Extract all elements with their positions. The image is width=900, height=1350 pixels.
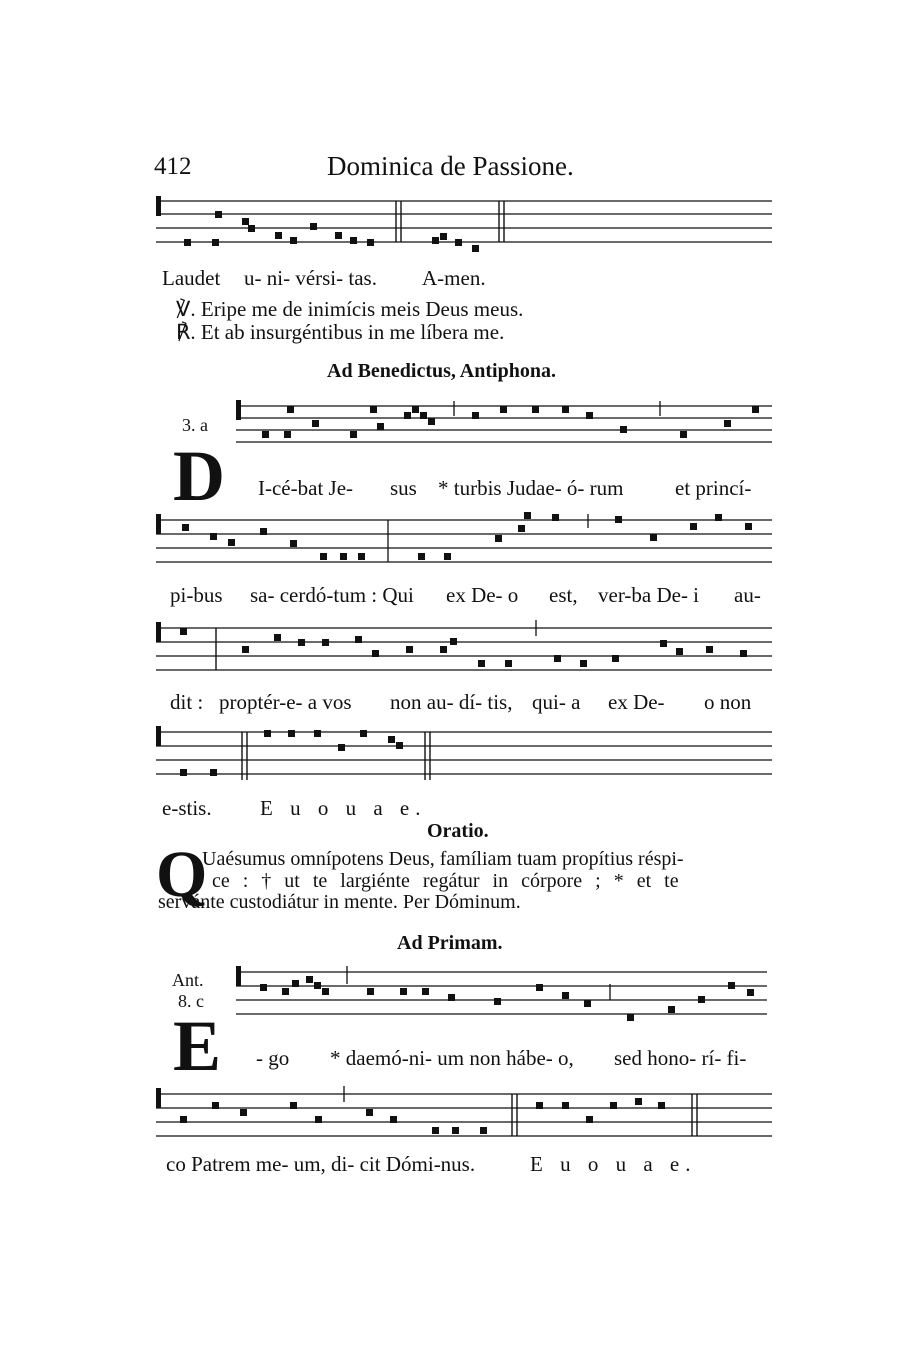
page-title: Dominica de Passione. <box>327 151 574 181</box>
lyric: sus <box>390 476 417 500</box>
drop-cap: Q <box>156 838 208 911</box>
lyric: Laudet <box>162 266 221 290</box>
lyric: qui- a <box>532 690 581 714</box>
lyric: I-cé-bat Je- <box>258 476 354 500</box>
prayer-line: Uaésumus omnípotens Deus, famíliam tuam propítius réspi- <box>202 848 684 870</box>
chant-staff-2 <box>232 398 777 448</box>
lyric: * turbis Judae- ó- rum <box>438 476 624 500</box>
lyric: et princí- <box>675 476 752 500</box>
mode-label: 3. a <box>182 415 208 435</box>
chant-staff-6 <box>232 964 772 1034</box>
section-heading: Ad Benedictus, Antiphona. <box>327 360 556 382</box>
prayer-line: ce : † ut te largiénte regátur in córpore ; * et te <box>212 870 679 892</box>
lyric: pi-bus <box>170 583 223 607</box>
chant-staff-3 <box>150 506 775 572</box>
drop-cap: D <box>173 436 225 516</box>
lyric: est, <box>549 583 578 607</box>
lyric: co Patrem me- um, di- cit Dómi-nus. <box>166 1152 476 1176</box>
chant-staff-7 <box>150 1082 775 1148</box>
lyric: sa- cerdó-tum : Qui <box>250 583 414 607</box>
versicle: ℣. Eripe me de inimícis meis Deus meus. <box>176 297 524 321</box>
lyric: non au- dí- tis, <box>390 690 513 714</box>
section-heading: Oratio. <box>427 820 489 842</box>
lyric: - go <box>256 1046 290 1070</box>
lyric: sed hono- rí- fi- <box>614 1046 747 1070</box>
lyric: ver-ba De- i <box>598 583 700 607</box>
chant-staff-1 <box>150 190 775 260</box>
lyric: dit : <box>170 690 204 714</box>
lyric: E u o u a e. <box>260 796 427 820</box>
section-heading: Ad Primam. <box>397 932 503 954</box>
lyric: ex De- <box>608 690 665 714</box>
response: ℟. Et ab insurgéntibus in me líbera me. <box>176 320 505 344</box>
lyric: e-stis. <box>162 796 212 820</box>
lyric: * daemó-ni- um non hábe- o, <box>330 1046 574 1070</box>
antiphon-label: Ant. <box>172 970 204 990</box>
lyric: A-men. <box>422 266 486 290</box>
chant-staff-5 <box>150 718 775 788</box>
mode-label: 8. c <box>178 991 204 1011</box>
drop-cap: E <box>173 1006 222 1086</box>
lyric: ex De- o <box>446 583 519 607</box>
page-number: 412 <box>154 153 192 180</box>
lyric: E u o u a e. <box>530 1152 697 1176</box>
prayer-line: servánte custodiátur in mente. Per Dóminum. <box>158 891 521 913</box>
chant-staff-4 <box>150 612 775 682</box>
lyric: u- ni- vérsi- tas. <box>244 266 377 290</box>
lyric: au- <box>734 583 761 607</box>
lyric: proptér-e- a vos <box>219 690 352 714</box>
lyric: o non <box>704 690 752 714</box>
